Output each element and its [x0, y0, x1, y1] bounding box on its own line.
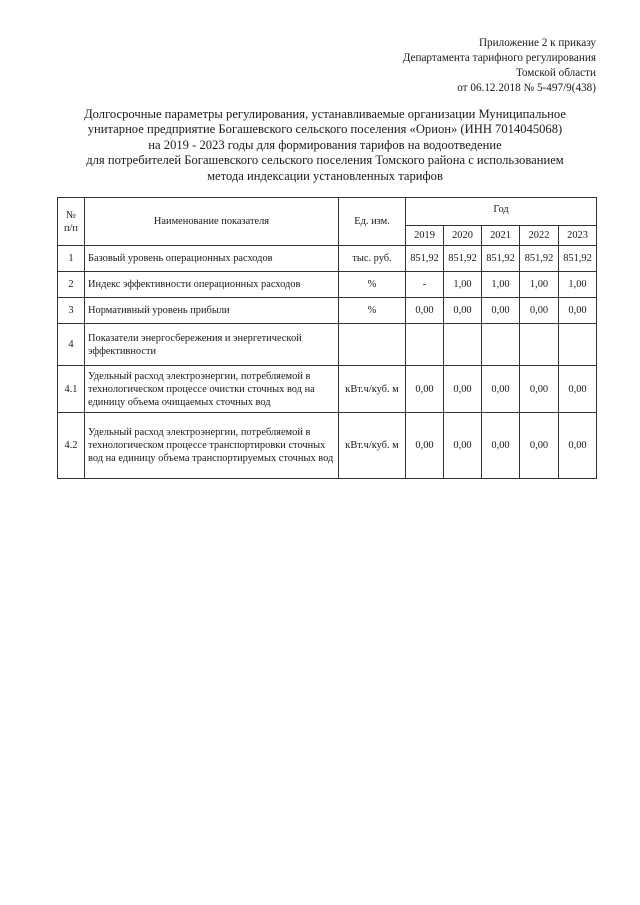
- row-value: 851,92: [406, 246, 444, 272]
- row-unit: кВт.ч/куб. м: [339, 366, 406, 413]
- row-name: Показатели энергосбережения и энергетической эффективности: [85, 324, 339, 366]
- header-year-group: Год: [406, 198, 597, 226]
- row-value: 0,00: [444, 366, 482, 413]
- header-num: [58, 198, 85, 246]
- header-num-line2: п/п: [63, 222, 78, 234]
- row-unit: %: [339, 298, 406, 324]
- row-name: Удельный расход электроэнергии, потребляемой в технологическом процессе очистки сточных вод на единицу объема очищаемых сточных вод: [85, 366, 339, 413]
- header-year: 2021: [482, 226, 520, 246]
- appendix-line: Томской области: [515, 67, 596, 79]
- row-value: 0,00: [559, 298, 597, 324]
- row-value: 0,00: [444, 413, 482, 479]
- row-value: 0,00: [406, 366, 444, 413]
- row-value: 0,00: [482, 298, 520, 324]
- table-row: [58, 246, 597, 272]
- row-num: 4.1: [58, 366, 85, 413]
- row-value: [444, 324, 482, 366]
- header-unit: Ед. изм.: [339, 198, 406, 246]
- row-unit: тыс. руб.: [339, 246, 406, 272]
- header-year: 2019: [406, 226, 444, 246]
- row-value: 851,92: [520, 246, 559, 272]
- row-num: 2: [58, 272, 85, 298]
- appendix-line: Приложение 2 к приказу: [478, 37, 596, 49]
- appendix-line: Департамента тарифного регулирования: [402, 52, 596, 64]
- title-line: Долгосрочные параметры регулирования, устанавливаемые организации Муниципальное: [84, 107, 566, 121]
- row-value: [520, 324, 559, 366]
- row-unit: %: [339, 272, 406, 298]
- row-value: 1,00: [482, 272, 520, 298]
- row-value: 0,00: [520, 366, 559, 413]
- row-value: [482, 324, 520, 366]
- row-value: 1,00: [444, 272, 482, 298]
- title-line: метода индексации установленных тарифов: [207, 168, 443, 183]
- title-line: на 2019 - 2023 годы для формирования тарифов на водоотведение: [148, 137, 502, 152]
- row-unit: кВт.ч/куб. м: [339, 413, 406, 479]
- row-value: [559, 324, 597, 366]
- header-num-line1: №: [66, 209, 76, 221]
- title-line: унитарное предприятие Богашевского сельского поселения «Орион» (ИНН 7014045068): [87, 122, 563, 137]
- row-num: 1: [58, 246, 85, 272]
- table-header-row: [58, 198, 597, 226]
- table-row: [58, 298, 597, 324]
- row-value: -: [406, 272, 444, 298]
- table-row: [58, 413, 597, 479]
- appendix-line: от 06.12.2018 № 5-497/9(438): [457, 82, 596, 94]
- row-value: 1,00: [559, 272, 597, 298]
- row-value: 0,00: [559, 366, 597, 413]
- header-year: 2022: [520, 226, 559, 246]
- row-name: Нормативный уровень прибыли: [85, 298, 339, 324]
- table-row: [58, 324, 597, 366]
- row-name: Индекс эффективности операционных расходов: [85, 272, 339, 298]
- row-value: 0,00: [559, 413, 597, 479]
- parameters-table: [57, 197, 597, 479]
- row-value: 0,00: [482, 413, 520, 479]
- row-num: 3: [58, 298, 85, 324]
- header-year: 2023: [559, 226, 597, 246]
- title-line: для потребителей Богашевского сельского поселения Томского района с использованием: [86, 153, 564, 168]
- document-title: [60, 107, 590, 184]
- header-year: 2020: [444, 226, 482, 246]
- row-value: 0,00: [520, 413, 559, 479]
- row-value: 851,92: [482, 246, 520, 272]
- table-row: [58, 366, 597, 413]
- row-value: 0,00: [444, 298, 482, 324]
- row-value: 851,92: [559, 246, 597, 272]
- row-num: 4.2: [58, 413, 85, 479]
- header-name: Наименование показателя: [85, 198, 339, 246]
- row-num: 4: [58, 324, 85, 366]
- appendix-note: [403, 36, 596, 96]
- row-value: 0,00: [482, 366, 520, 413]
- row-value: 1,00: [520, 272, 559, 298]
- row-value: 851,92: [444, 246, 482, 272]
- table-row: [58, 272, 597, 298]
- row-value: [406, 324, 444, 366]
- row-value: 0,00: [520, 298, 559, 324]
- row-value: 0,00: [406, 413, 444, 479]
- row-unit: [339, 324, 406, 366]
- row-name: Удельный расход электроэнергии, потребляемой в технологическом процессе транспортировки сточных вод на единицу объема транспортируемых сточных вод: [85, 413, 339, 479]
- row-name: Базовый уровень операционных расходов: [85, 246, 339, 272]
- row-value: 0,00: [406, 298, 444, 324]
